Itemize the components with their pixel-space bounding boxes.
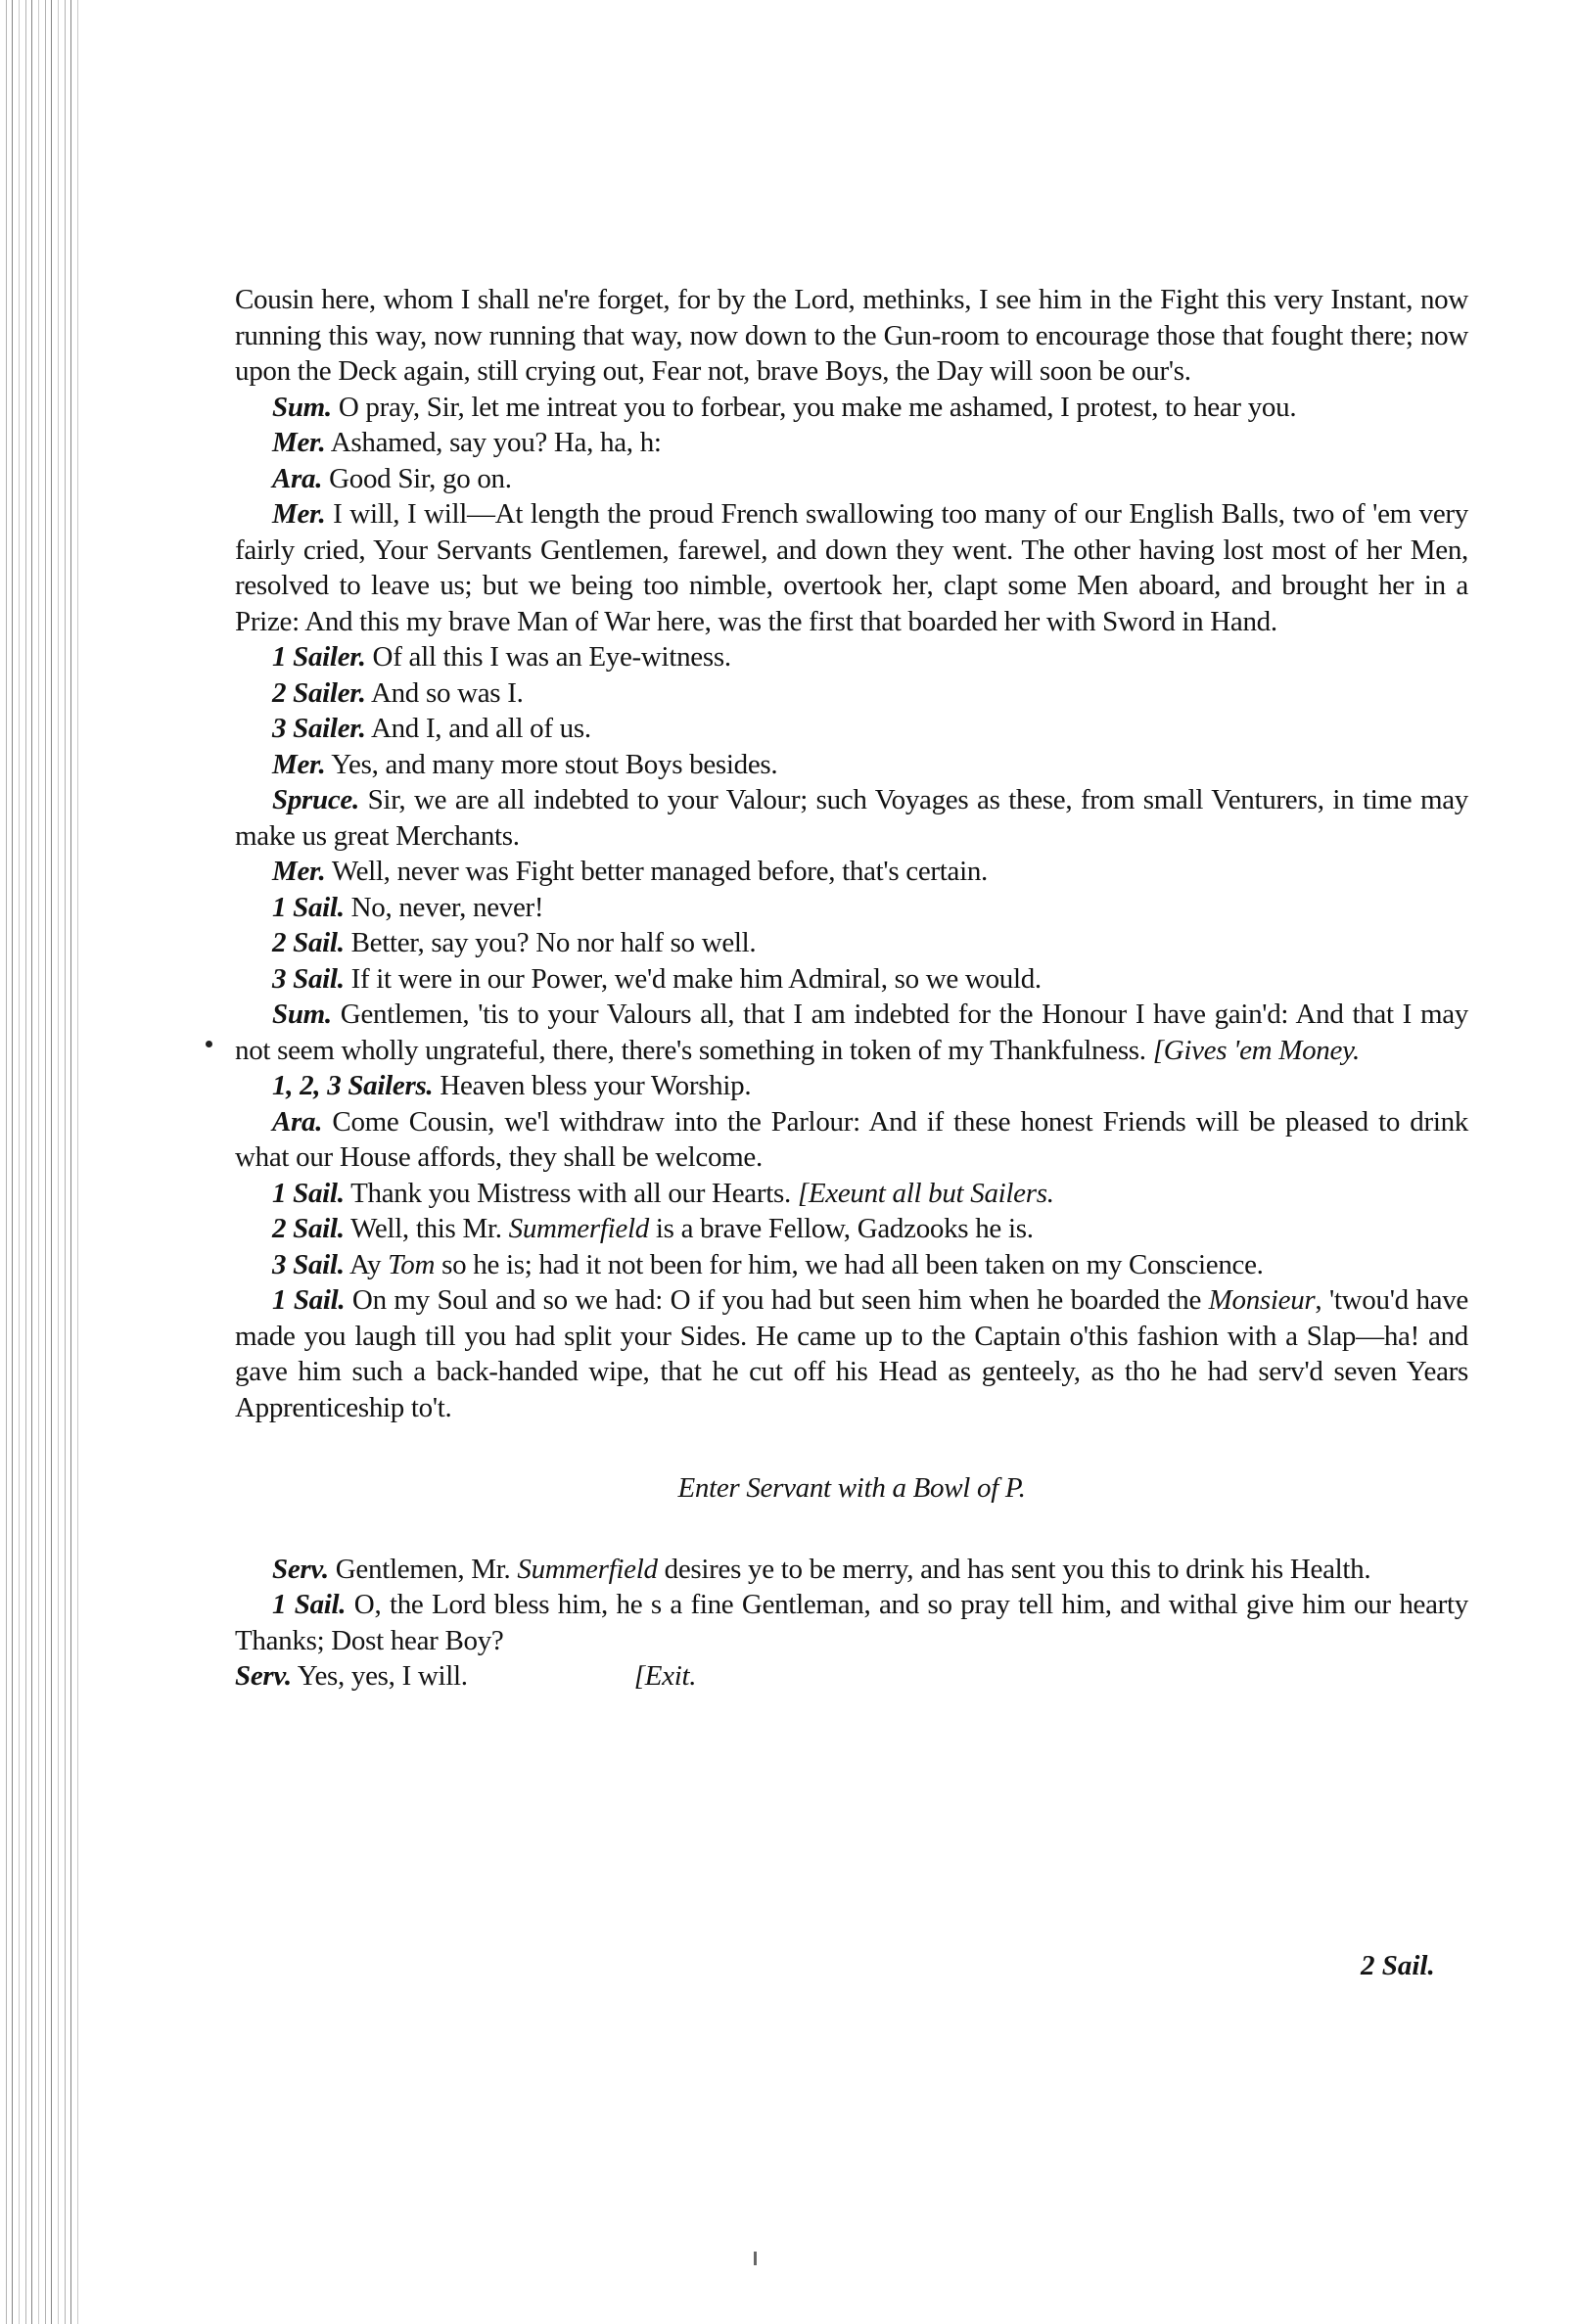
speech-list	[235, 390, 1468, 998]
speaker-name: 3 Sail.	[272, 1248, 345, 1280]
speaker-name: Serv.	[272, 1553, 329, 1585]
speech-text: I will, I will—At length the proud French swallowing too many of our English Balls, two of 'em very fairly cried, Your Servants Gentlemen, farewel, and down they went. The other having lost most of her Men, resolved to leave us; but we being too nimble, overtook her, clapt some Men aboard, and brought her in a Prize: And this my brave Man of War here, was the first that boarded her with Sword in Hand.	[235, 498, 1468, 637]
character-name: Summerfield	[508, 1213, 649, 1244]
speaker-name: Mer.	[272, 748, 326, 780]
speech	[235, 425, 1468, 461]
speech-text: O, the Lord bless him, he s a fine Gentleman, and so pray tell him, and withal give him our hearty Thanks; Dost hear Boy?	[235, 1589, 1468, 1656]
speech-text: Gentlemen, Mr.	[328, 1553, 518, 1585]
speaker-name: 1 Sail.	[272, 891, 345, 923]
speech-text: Yes, and many more stout Boys besides.	[325, 748, 778, 780]
speaker-name: 1 Sailer.	[272, 641, 366, 673]
speech-text: If it were in our Power, we'd make him Admiral, so we would.	[344, 962, 1042, 995]
opening-paragraph: Cousin here, whom I shall ne're forget, for by the Lord, methinks, I see him in the Fight this very Instant, now running this way, now running that way, now down to the Gun-room to encourage those that fought there; now upon the Deck again, still crying out, Fear not, brave Boys, the Day will soon be our's.	[235, 284, 1468, 387]
speech-text: so he is; had it not been for him, we had all been taken on my Conscience.	[435, 1248, 1264, 1280]
character-name: Tom	[388, 1248, 436, 1280]
stage-direction: [Exit.	[633, 1660, 697, 1692]
speaker-name: 1 Sail.	[272, 1589, 347, 1620]
speaker-name: 1 Sail.	[272, 1284, 346, 1316]
speaker-name: 1 Sail.	[272, 1177, 345, 1209]
speech-text: Sir, we are all indebted to your Valour; such Voyages as these, from small Venturers, in time may make us great Merchants.	[235, 784, 1468, 852]
speaker-name: Mer.	[272, 856, 326, 887]
speech	[235, 1068, 1468, 1104]
ink-speck	[206, 1041, 212, 1047]
speech-serv	[235, 1552, 1468, 1588]
speech-text: Ay	[344, 1248, 389, 1280]
speaker-name: 2 Sail.	[272, 927, 345, 958]
speaker-name: Sum.	[272, 391, 332, 423]
speech-text: On my Soul and so we had: O if you had but seen him when he boarded the	[345, 1284, 1209, 1316]
speech	[235, 675, 1468, 712]
speaker-name: Mer.	[272, 427, 326, 458]
speech-text: Of all this I was an Eye-witness.	[365, 641, 731, 673]
speech-serv-exit	[235, 1658, 1468, 1695]
speech	[235, 711, 1468, 747]
speech-text: Well, this Mr.	[344, 1213, 509, 1244]
stage-direction-centered: Enter Servant with a Bowl of P.	[677, 1472, 1026, 1504]
speech-list	[235, 1068, 1468, 1176]
speech	[235, 1104, 1468, 1176]
speaker-name: Ara.	[272, 1105, 323, 1138]
ink-mark	[754, 2252, 757, 2265]
speech-text: And so was I.	[365, 676, 524, 709]
speech-text: Well, never was Fight better managed before, that's certain.	[325, 856, 988, 887]
speech-text: Thank you Mistress with all our Hearts.	[344, 1177, 791, 1209]
speech-sail2-fellow	[235, 1211, 1468, 1247]
speech	[235, 854, 1468, 890]
speech-text: , 'twou'd have made you laugh till you had split your Sides. He came up to the Captain o'this fashion with a Slap—ha! and gave him such a back-handed wipe, that he cut off his Head as genteely, as tho he had serv'd seven Years Apprenticeship to't.	[235, 1284, 1468, 1423]
speech-text: O pray, Sir, let me intreat you to forbear, you make me ashamed, I protest, to hear you.	[331, 391, 1297, 423]
speaker-name: 3 Sail.	[272, 962, 345, 995]
speech	[235, 890, 1468, 926]
speech	[235, 496, 1468, 639]
speech-text: Better, say you? No nor half so well.	[344, 927, 757, 958]
speech	[235, 639, 1468, 675]
speech-text: Gentlemen, 'tis to your Valours all, that I am indebted for the Honour I have gain'd: And that I may not seem wholly ungrateful, there, there's something in token of my Thankfulness.	[235, 999, 1468, 1066]
speaker-name: Ara.	[272, 462, 323, 494]
speech	[235, 747, 1468, 783]
speech-sail1-reply	[235, 1587, 1468, 1658]
speech-text: Ashamed, say you? Ha, ha, h:	[325, 427, 662, 458]
speaker-name: 1, 2, 3 Sailers.	[272, 1070, 434, 1101]
speech-sail3-tom	[235, 1247, 1468, 1283]
speech	[235, 925, 1468, 961]
speech-text: No, never, never!	[344, 891, 544, 923]
page-text	[235, 282, 1468, 1695]
catchword: 2 Sail.	[1361, 1950, 1435, 1981]
speech	[235, 390, 1468, 426]
speaker-name: Sum.	[272, 999, 332, 1030]
speech-sail1-monsieur	[235, 1282, 1468, 1425]
character-name: Monsieur	[1208, 1284, 1316, 1316]
speaker-name: Spruce.	[272, 784, 359, 815]
speech-sum-thanks	[235, 997, 1468, 1068]
speaker-name: Serv.	[235, 1660, 292, 1692]
stage-direction: [Exeunt all but Sailers.	[797, 1177, 1054, 1209]
speech-text: Yes, yes, I will.	[291, 1660, 468, 1692]
speech-text: And I, and all of us.	[365, 713, 591, 744]
speech	[235, 782, 1468, 854]
binding-gutter	[0, 0, 78, 2324]
stage-direction: [Gives 'em Money.	[1152, 1034, 1360, 1066]
character-name: Summerfield	[517, 1553, 658, 1585]
speech	[235, 961, 1468, 998]
speech-text: desires ye to be merry, and has sent you this to drink his Health.	[657, 1553, 1371, 1585]
speaker-name: 2 Sailer.	[272, 676, 366, 709]
speech-exeunt	[235, 1176, 1468, 1212]
speech-text: Come Cousin, we'l withdraw into the Parlour: And if these honest Friends will be pleased to drink what our House affords, they shall be welcome.	[235, 1105, 1468, 1173]
speech-text: is a brave Fellow, Gadzooks he is.	[648, 1213, 1034, 1244]
speaker-name: 3 Sailer.	[272, 713, 366, 744]
speaker-name: 2 Sail.	[272, 1213, 345, 1244]
speech-text: Heaven bless your Worship.	[433, 1070, 752, 1101]
speaker-name: Mer.	[272, 498, 326, 530]
speech	[235, 461, 1468, 497]
speech-text: Good Sir, go on.	[322, 462, 512, 494]
